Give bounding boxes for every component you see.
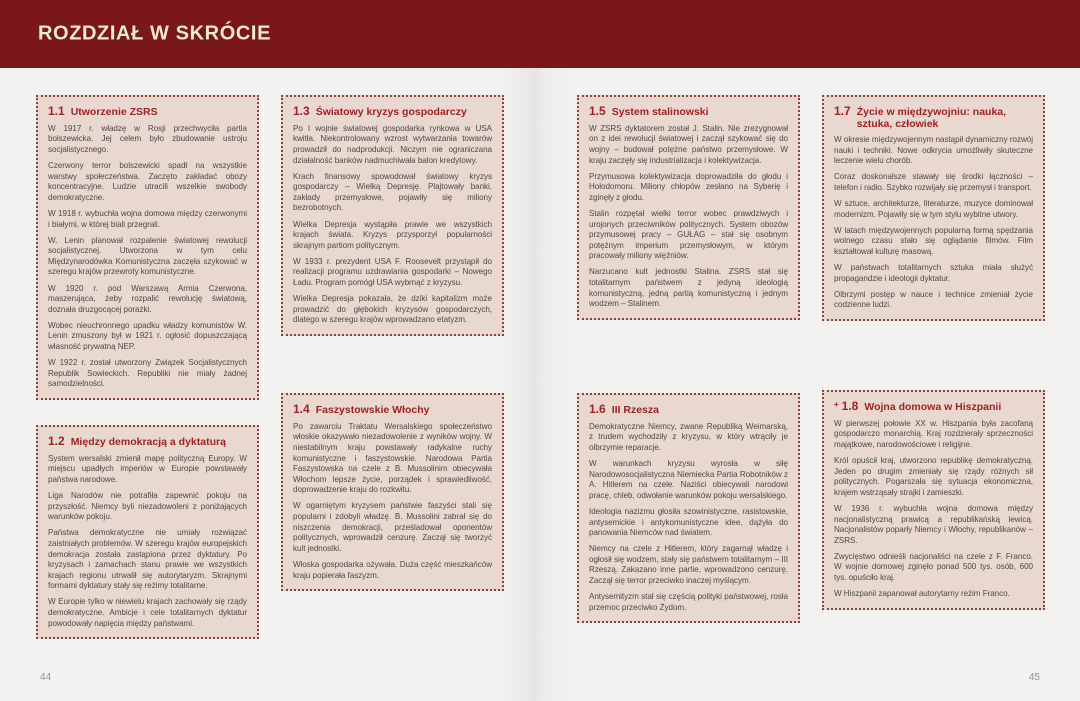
section-number: 1.5 (589, 104, 606, 118)
paragraph: Wobec nieuchronnego upadku władzy komunistów W. Lenin zmuszony był w 1921 r. ogłosić dopuszczającą własność prywatną NEP. (48, 320, 247, 351)
summary-box-1-3 (281, 95, 504, 336)
paragraph: Demokratyczne Niemcy, zwane Republiką Weimarską, z trudem wychodziły z kryzysu, w który wtrąciły je olbrzymie reparacje. (589, 421, 788, 452)
paragraph: Stalin rozpętał wielki terror wobec prawdziwych i urojonych przeciwników politycznych. System obozów przymusowej pracy – GUŁAG – stał się osobnym potężnym imperium przemysłowym, w którym pracowały miliony więźniów. (589, 208, 788, 261)
paragraph: W okresie międzywojennym nastąpił dynamiczny rozwój nauki i techniki. Nowe odkrycia umożliwiły skuteczne leczenie wielu chorób. (834, 135, 1033, 166)
paragraph: W państwach totalitarnych sztuka miała służyć propagandzie i ideologii dyktatur. (834, 263, 1033, 283)
paragraph: Coraz doskonalsze stawały się środki łączności – telefon i radio. Szybko rozwijały się przemysł i transport. (834, 172, 1033, 192)
section-title: System stalinowski (611, 106, 709, 118)
section-number: 1.4 (293, 402, 310, 416)
summary-box-1-1 (36, 95, 259, 400)
paragraph: W warunkach kryzysu wyrosła w siłę Narodowosocjalistyczna Niemiecka Partia Robotników z A. Hitlerem na czele. Naziści obiecywali narodowi pracę, chleb, odwołanie warunków pokoju wersalskiego. (589, 459, 788, 500)
paragraph: Wielka Depresja wystąpiła prawie we wszystkich krajach świata. Kryzys przysporzył popularności skrajnym partiom politycznym. (293, 219, 492, 250)
paragraph: Niemcy na czele z Hitlerem, który zagarnął władzę i ogłosił się wodzem, stały się państwem totalitarnym – III Rzeszą. Zakazano inne partie, wprowadzono cenzurę. Zaczął się terror przeciwko inaczej myślącym. (589, 544, 788, 586)
paragraph: Po I wojnie światowej gospodarka rynkowa w USA kwitła. Niekontrolowany wzrost wytwarzania towarów prowadził do nadprodukcji. Niczym nie ograniczana działalność banków nadmuchiwała balon kredytowy. (293, 123, 492, 165)
summary-box-1-6 (577, 393, 800, 623)
section-heading (589, 403, 788, 417)
section-heading (834, 105, 1033, 130)
paragraph: Państwa demokratyczne nie umiały rozwiązać zaistniałych problemów. W szeregu krajów europejskich demokracja została zastąpiona przez dyktatury. Po kryzysach i zamachach stanu prawie we wszystkich krajach regionu utrwalił się autorytaryzm. Skrajnymi formami dyktatury stały się reżimy totalitarne. (48, 528, 247, 591)
paragraph: W 1917 r. władzę w Rosji przechwyciła partia bolszewicka. Jej celem było zbudowanie ustroju socjalistycznego. (48, 123, 247, 154)
section-title: Faszystowskie Włochy (315, 404, 430, 416)
page-number-left: 44 (40, 672, 52, 683)
paragraph: W 1922 r. został utworzony Związek Socjalistycznych Republik Sowieckich. Republiki nie miały żadnej samodzielności. (48, 358, 247, 389)
summary-box-1-4 (281, 393, 504, 591)
section-heading (589, 105, 788, 119)
paragraph: Liga Narodów nie potrafiła zapewnić pokoju na przyszłość. Niemcy byli niezadowoleni z poniżających warunków pokoju. (48, 491, 247, 522)
section-title: Życie w międzywojniu: nauka, sztuka, człowiek (856, 106, 1007, 131)
paragraph: W ZSRS dyktatorem został J. Stalin. Nie zrezygnował on z idei rewolucji światowej i zaczął szykować się do wojny – budował potężne państwo przemysłowe. W kraju zaczęły się industrializacja i kolektywizacja. (589, 123, 788, 165)
section-number: 1.2 (48, 434, 65, 448)
chapter-summary-banner (0, 0, 1080, 68)
paragraph: Włoska gospodarka ożywała. Duża część mieszkańców kraju popierała faszyzm. (293, 559, 492, 580)
paragraph: Ideologia nazizmu głosiła szowinistyczne, rasistowskie, antysemickie i antykomunistyczne idee, dążyła do panowania Niemców nad światem. (589, 506, 788, 538)
paragraph: W ogarniętym kryzysem państwie faszyści stali się popularni i zdobyli władzę. B. Mussolini zabrał się do niszczenia demokracji, prześladował oponentów politycznych, wprowadził cenzurę. Zaczął się tworzyć kult jednostki. (293, 501, 492, 553)
page-title: ROZDZIAŁ W SKRÓCIE (38, 22, 272, 45)
paragraph: W pierwszej połowie XX w. Hiszpania była zacofaną gospodarczo monarchią. Kraj rozdzierały sprzeczności majątkowe, narodowościowe i religijne. (834, 418, 1033, 449)
section-title: Wojna domowa w Hiszpanii (864, 401, 1002, 413)
paragraph: W latach międzywojennych popularną formą spędzania wolnego czasu stało się oglądanie filmów. Film kształtował kulturę masową. (834, 225, 1033, 256)
section-title: III Rzesza (611, 404, 659, 416)
paragraph: Czerwony terror bolszewicki spadł na wszystkie warstwy społeczeństwa. Zaczęto zakładać obozy koncentracyjne. Ludzie utracili wszelkie swobody demokratyczne. (48, 161, 247, 202)
paragraph: System wersalski zmienił mapę polityczną Europy. W miejscu upadłych imperiów w Europie powstawały państwa narodowe. (48, 453, 247, 484)
summary-box-1-7 (822, 95, 1045, 321)
section-heading (48, 435, 247, 449)
summary-box-1-2 (36, 425, 259, 639)
section-heading (293, 105, 492, 119)
page-number-right: 45 (1028, 672, 1040, 683)
summary-box-1-5 (577, 95, 800, 320)
section-number: 1.7 (834, 104, 851, 118)
section-heading (293, 403, 492, 417)
paragraph: Olbrzymi postęp w nauce i technice zmieniał życie codzienne ludzi. (834, 289, 1033, 310)
paragraph: Wielka Depresja pokazała, że dziki kapitalizm może prowadzić do głębokich kryzysów gospodarczych, dlatego w szeregu krajów wprowadzano etatyzm. (293, 294, 492, 325)
section-title: Światowy kryzys gospodarczy (315, 106, 467, 118)
section-number: 1.6 (589, 402, 606, 416)
paragraph: Po zawarciu Traktatu Wersalskiego społeczeństwo włoskie okazywało niezadowolenie z wyników wojny. W niestabilnym kraju powstawały radykalne ruchy komunistyczne i faszystowskie. Narodowa Partia Faszystowska na czele z B. Mussolinim obiecywała Włochom lepsze życie, porządek i sprawiedliwość, doprowadzenie kraju do rozkwitu. (293, 421, 492, 495)
paragraph: W 1936 r. wybuchła wojna domowa między nacjonalistyczną prawicą a republikańską lewicą. Nacjonalistów poparły Niemcy i Włochy, republikanów – ZSRS. (834, 503, 1033, 545)
plus-marker: + (834, 400, 839, 409)
paragraph: W Europie tylko w niewielu krajach zachowały się rządy demokratyczne. Ambicje i cele totalitarnych dyktatur powodowały napięcia między państwami. (48, 597, 247, 628)
paragraph: Antysemityzm stał się częścią polityki państwowej, rosła przemoc przeciwko Żydom. (589, 592, 788, 612)
section-number: 1.8 (841, 399, 859, 413)
paragraph: Krach finansowy spowodował światowy kryzys gospodarczy – Wielką Depresję. Plajtowały banki, zakłady przemysłowe, pojawiły się miliony bezrobotnych. (293, 171, 492, 213)
paragraph: W. Lenin planował rozpalenie światowej rewolucji socjalistycznej. Utworzona w tym celu Międzynarodówka Komunistyczna zaczęła szykować w szeregu krajów przewroty komunistyczne. (48, 235, 247, 277)
paragraph: Przymusowa kolektywizacja doprowadziła do głodu i Hołodomoru. Miliony chłopów zesłano na Syberię i zginęły z głodu. (589, 171, 788, 202)
section-heading (834, 400, 1033, 414)
section-number: 1.1 (48, 104, 65, 118)
section-number: 1.3 (293, 104, 310, 118)
paragraph: W 1918 r. wybuchła wojna domowa między czerwonymi i białymi, w której biali przegrali. (48, 208, 247, 229)
paragraph: Król opuścił kraj, utworzono republikę demokratyczną. Jeden po drugim zmieniały się rządy różnych sił politycznych. Pogarszała się sytuacja ekonomiczna, krajem wstrząsały strajki i zamieszki. (834, 456, 1033, 497)
paragraph: Zwycięstwo odnieśli nacjonaliści na czele z F. Franco. W wojnie domowej zginęło ponad 500 tys. osób, 600 tys. opuściło kraj. (834, 551, 1033, 583)
paragraph: W 1933 r. prezydent USA F. Roosevelt przystąpił do realizacji programu uzdrawiania gospodarki – Nowego Ładu. Program pomógł USA wybrnąć z kryzysu. (293, 256, 492, 288)
section-title: Między demokracją a dyktaturą (70, 436, 226, 448)
paragraph: W 1920 r. pod Warszawą Armia Czerwona, maszerująca, żeby rozpalić rewolucję światową, doznała druzgocącej porażki. (48, 283, 247, 314)
paragraph: W sztuce, architekturze, literaturze, muzyce dominował modernizm. Pojawiły się w tym stylu wybitne utwory. (834, 199, 1033, 219)
page-spread-seam (498, 68, 582, 701)
paragraph: Narzucano kult jednostki Stalina. ZSRS stał się totalitarnym państwem z jedyną ideologią komunistyczną, jedną partią komunistyczną i jednym wodzem – Stalinem. (589, 267, 788, 309)
section-title: Utworzenie ZSRS (70, 106, 158, 118)
paragraph: W Hiszpanii zapanował autorytarny reżim Franco. (834, 589, 1010, 599)
section-heading (48, 105, 247, 119)
summary-box-1-8 (822, 390, 1045, 610)
